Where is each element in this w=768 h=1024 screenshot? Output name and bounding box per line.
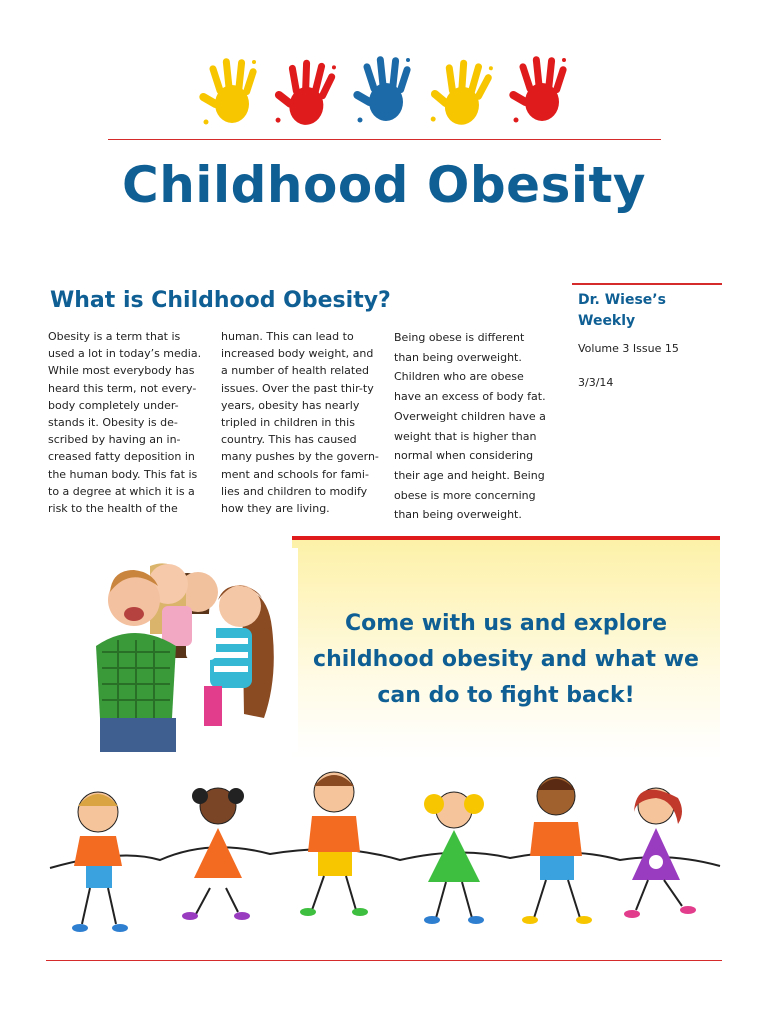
kid-figure-icon [72, 792, 128, 932]
kid-figure-icon [424, 792, 484, 924]
children-photo [92, 548, 298, 752]
page-title: Childhood Obesity [122, 156, 646, 214]
kid-figure-icon [522, 777, 592, 924]
hand-icon [270, 55, 338, 129]
issue-label: Volume 3 Issue 15 [578, 342, 679, 355]
footer-divider [46, 960, 722, 961]
newsletter-name: Dr. Wiese’s Weekly [578, 292, 666, 329]
hand-icon [508, 56, 568, 123]
header-divider [108, 139, 661, 140]
sidebar-divider [572, 283, 722, 285]
kid-figure-icon [300, 772, 368, 916]
hand-icon [425, 54, 495, 130]
kid-figure-icon [624, 788, 696, 918]
article-column-3: Being obese is different than being overweight. Children who are obese have an excess of body fat. Overweight children have a weight that is higher than normal when considering their age and height. Being obese is more concerning than being overweight. [394, 331, 546, 522]
promo-text: Come with us and explore childhood obesity and what we can do to fight back! [313, 611, 699, 708]
children-holding-hands-illustration [40, 768, 730, 948]
handprints-logo [190, 52, 580, 136]
article-column-1: Obesity is a term that is used a lot in today’s media. While most everybody has heard this term, not every-body completely under-stands it. Obesity is de-scribed by having an in-creased fatty deposition in the human body. This fat is to a degree at which it is a risk to the health of the [48, 330, 202, 516]
article-heading: What is Childhood Obesity? [50, 288, 391, 313]
issue-date: 3/3/14 [578, 376, 614, 389]
kid-figure-icon [182, 788, 250, 920]
hand-icon [198, 58, 258, 125]
hand-icon [352, 56, 412, 123]
article-column-2: human. This can lead to increased body weight, and a number of health related issues. Over the past thir-ty years, obesity has nearly tripled in children in this country. This has caused many pushes by the govern-ment and schools for fami-lies and children to modify how they are living. [221, 330, 379, 516]
